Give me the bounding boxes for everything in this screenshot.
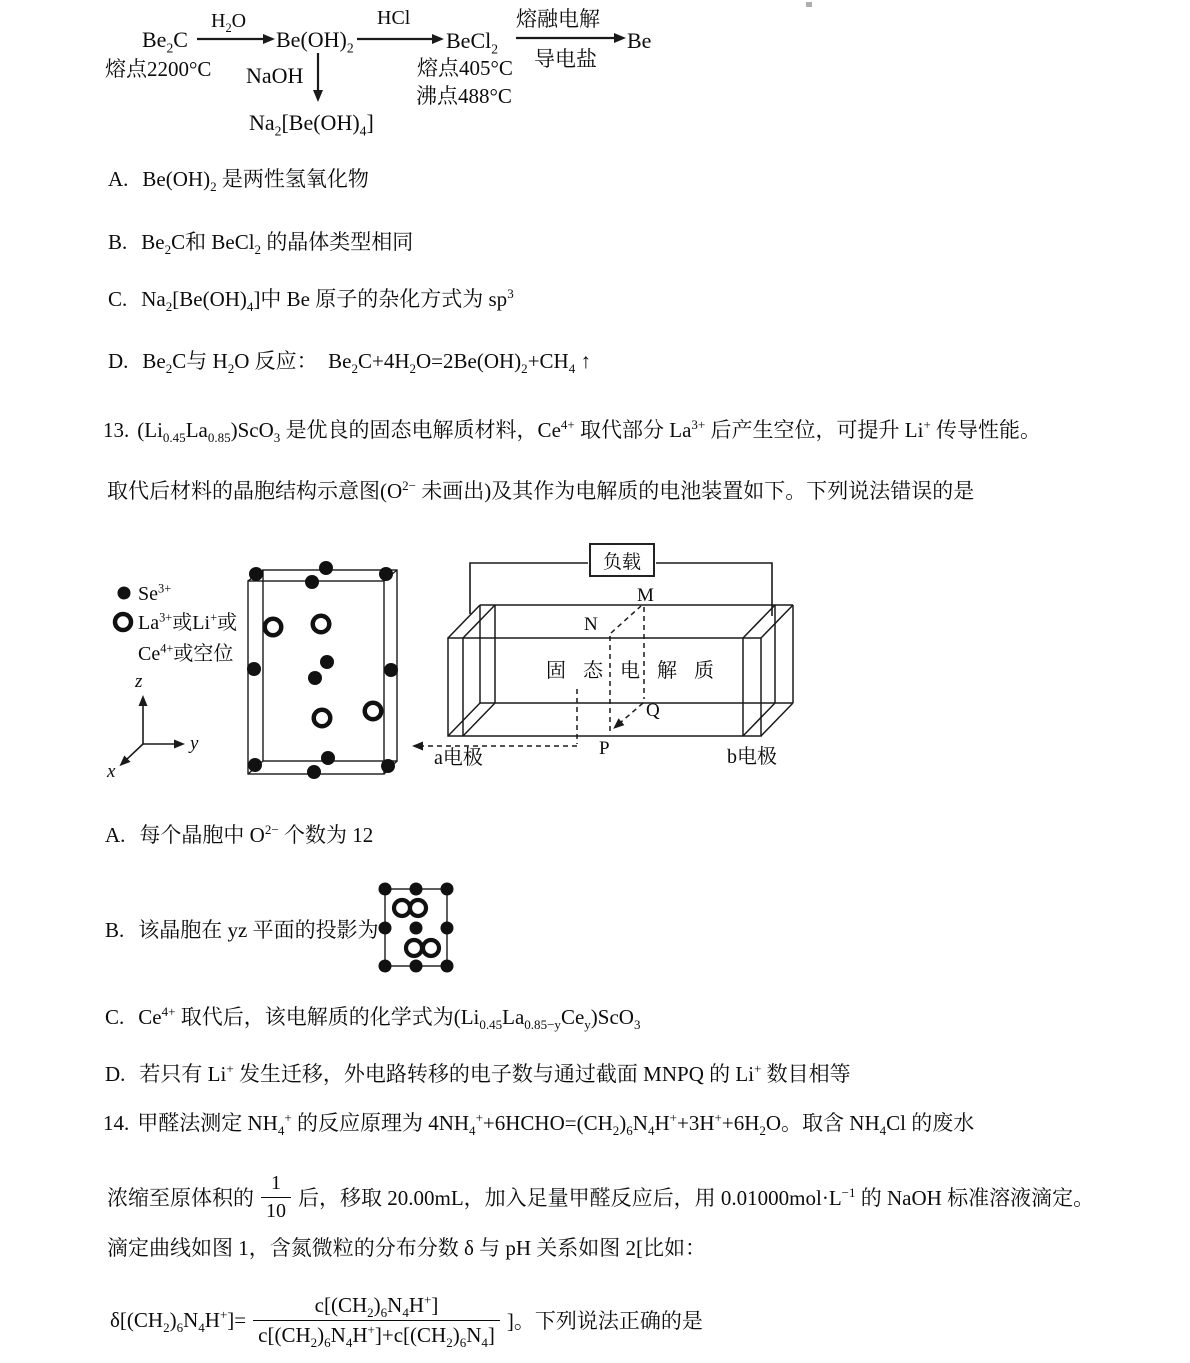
option-text: $Be_2C$与 $H_2O$ 反应： $Be_2C+4H_2O=2Be(OH)_2+CH_4$ ↑	[142, 349, 591, 377]
y-axis-label: y	[190, 733, 199, 754]
fraction-numerator: $c[(CH_2)_6N_4H^+]$	[314, 1292, 439, 1321]
la-li-ce-vacancy-rings	[265, 616, 382, 727]
condition-molten-electrolysis: 熔融电解	[516, 7, 600, 31]
species-becl2: BeCl$_2$	[446, 28, 499, 57]
option-text: $Ce^{4+}$ 取代后，该电解质的化学式为$(Li_{0.45}La_{0.85-y}Ce_y)ScO_3$	[138, 1004, 641, 1033]
option-text: $Be_2C$和 BeCl$_2$ 的晶体类型相同	[141, 230, 414, 258]
a-electrode-label: a电极	[434, 747, 483, 769]
q13-option-b	[105, 917, 379, 943]
q14-stem-line3: 滴定曲线如图 1，含氮微粒的分布分数 δ 与 pH 关系如图 2[比如：	[107, 1236, 707, 1260]
wire-left	[470, 563, 588, 614]
q13-option-d	[105, 1061, 851, 1087]
stem-text: 甲醛法测定 $NH_4^+$ 的反应原理为 $4NH_4^++6HCHO=(CH_2)_6N_4H^++3H^++6H_2O$。取含 $NH_4Cl$ 的废水	[137, 1110, 975, 1139]
delta-fraction	[253, 1292, 500, 1350]
q12-option-b	[108, 229, 414, 258]
reagent-naoh: NaOH	[246, 63, 304, 88]
electrolyte-label: 固 态 电 解 质	[546, 660, 720, 682]
option-label: D.	[105, 1062, 126, 1086]
axes-tripod	[126, 704, 176, 760]
q14-stem-line2	[107, 1167, 1094, 1227]
q13-stem-line1	[103, 417, 1042, 446]
species-be: Be	[627, 28, 652, 53]
q13-option-c	[105, 1004, 641, 1033]
z-axis-label: z	[135, 671, 143, 692]
one-tenth-fraction	[261, 1172, 291, 1223]
option-label: D.	[108, 349, 129, 373]
species-be2c: $Be_2C$	[142, 27, 188, 56]
question-number: 14.	[103, 1111, 130, 1135]
option-label: C.	[105, 1005, 125, 1029]
formula-tail: ]。下列说法正确的是	[506, 1309, 703, 1333]
reagent-h2o: $H_2O$	[211, 10, 247, 35]
load-label: 负载	[602, 551, 641, 573]
fraction-denominator: $c[(CH_2)_6N_4H^+]+c[(CH_2)_6N_4]$	[258, 1321, 495, 1350]
section-q-to-p-arrow	[620, 703, 643, 723]
note-mp-2200: 熔点2200°C	[105, 57, 212, 81]
legend-open-ring	[115, 614, 131, 630]
option-label: B.	[105, 918, 125, 942]
legend-open-label-line2: $Ce^{4+}$或空位	[138, 641, 234, 665]
q12-option-a	[108, 166, 369, 195]
q14-stem-line1	[103, 1110, 975, 1139]
sc-ion-dots	[247, 561, 398, 779]
load-box	[589, 543, 655, 577]
option-label: C.	[108, 287, 128, 311]
option-text: 该晶胞在 yz 平面的投影为	[138, 918, 379, 942]
stem-text-post: 后，移取 20.00mL，加入足量甲醛反应后，用 $0.01000mol\cdot L^{-1}$ 的 NaOH 标准溶液滴定。	[298, 1185, 1095, 1210]
stem-text: $(Li_{0.45}La_{0.85})ScO_3$ 是优良的固态电解质材料，$Ce^{4+}$ 取代部分 $La^{3+}$ 后产生空位，可提升 Li+ 传导性能。	[137, 417, 1042, 446]
wire-right	[656, 563, 772, 616]
q12-option-c	[108, 286, 514, 315]
q13-option-a	[105, 822, 373, 848]
note-mp-405: 熔点405°C	[417, 56, 513, 80]
q12-option-d	[108, 348, 591, 377]
stem-text-pre: 浓缩至原体积的	[107, 1186, 254, 1210]
option-text: 若只有 Li+ 发生迁移，外电路转移的电子数与通过截面 MNPQ 的 Li+ 数目相等	[139, 1061, 851, 1086]
option-text: $Na_2[Be(OH)_4]$中 Be 原子的杂化方式为 $sp^3$	[141, 286, 514, 315]
scan-artifact-mark	[806, 2, 812, 7]
reagent-hcl: HCl	[377, 7, 411, 29]
q13-stem-line2: 取代后材料的晶胞结构示意图($O^{2-}$ 未画出)及其作为电解质的电池装置如下。下列说法错误的是	[107, 478, 975, 503]
formula-lhs: $\delta[(CH_2)_6N_4H^+]=$	[110, 1306, 247, 1335]
fraction-bar	[261, 1197, 291, 1198]
point-p-label: P	[599, 738, 610, 759]
fraction-numerator: 1	[271, 1171, 281, 1194]
species-beoh2: $Be(OH)_2$	[276, 27, 354, 56]
legend-markers	[115, 587, 131, 631]
note-bp-488: 沸点488°C	[416, 84, 512, 108]
fraction-bar	[253, 1320, 500, 1321]
option-label: A.	[108, 167, 129, 191]
legend-open-label-line1: $La^{3+}$或Li+或	[138, 610, 238, 634]
point-m-label: M	[637, 585, 654, 606]
legend-filled-label: $Se^{3+}$	[138, 581, 172, 605]
option-text: 每个晶胞中 $O^{2-}$ 个数为 12	[139, 822, 374, 847]
condition-conductive-salt: 导电盐	[534, 47, 597, 71]
species-na2beoh4: $Na_2[Be(OH)_4]$	[249, 110, 374, 139]
point-n-label: N	[584, 614, 598, 635]
option-label: A.	[105, 823, 126, 847]
question-number: 13.	[103, 418, 130, 442]
x-axis-label: x	[107, 761, 116, 782]
b-electrode-label: b电极	[727, 746, 777, 768]
point-q-label: Q	[646, 700, 660, 721]
projection-dots	[379, 883, 454, 973]
x-axis	[126, 744, 143, 760]
option-label: B.	[108, 230, 128, 254]
unit-cell	[248, 570, 397, 774]
fraction-denominator: 10	[266, 1199, 286, 1222]
q14-delta-formula	[110, 1276, 703, 1363]
option-text: $Be(OH)_2$ 是两性氢氧化物	[142, 167, 369, 195]
legend-filled-dot	[118, 587, 131, 600]
battery-device	[448, 563, 793, 736]
yz-projection-figure	[370, 878, 460, 974]
